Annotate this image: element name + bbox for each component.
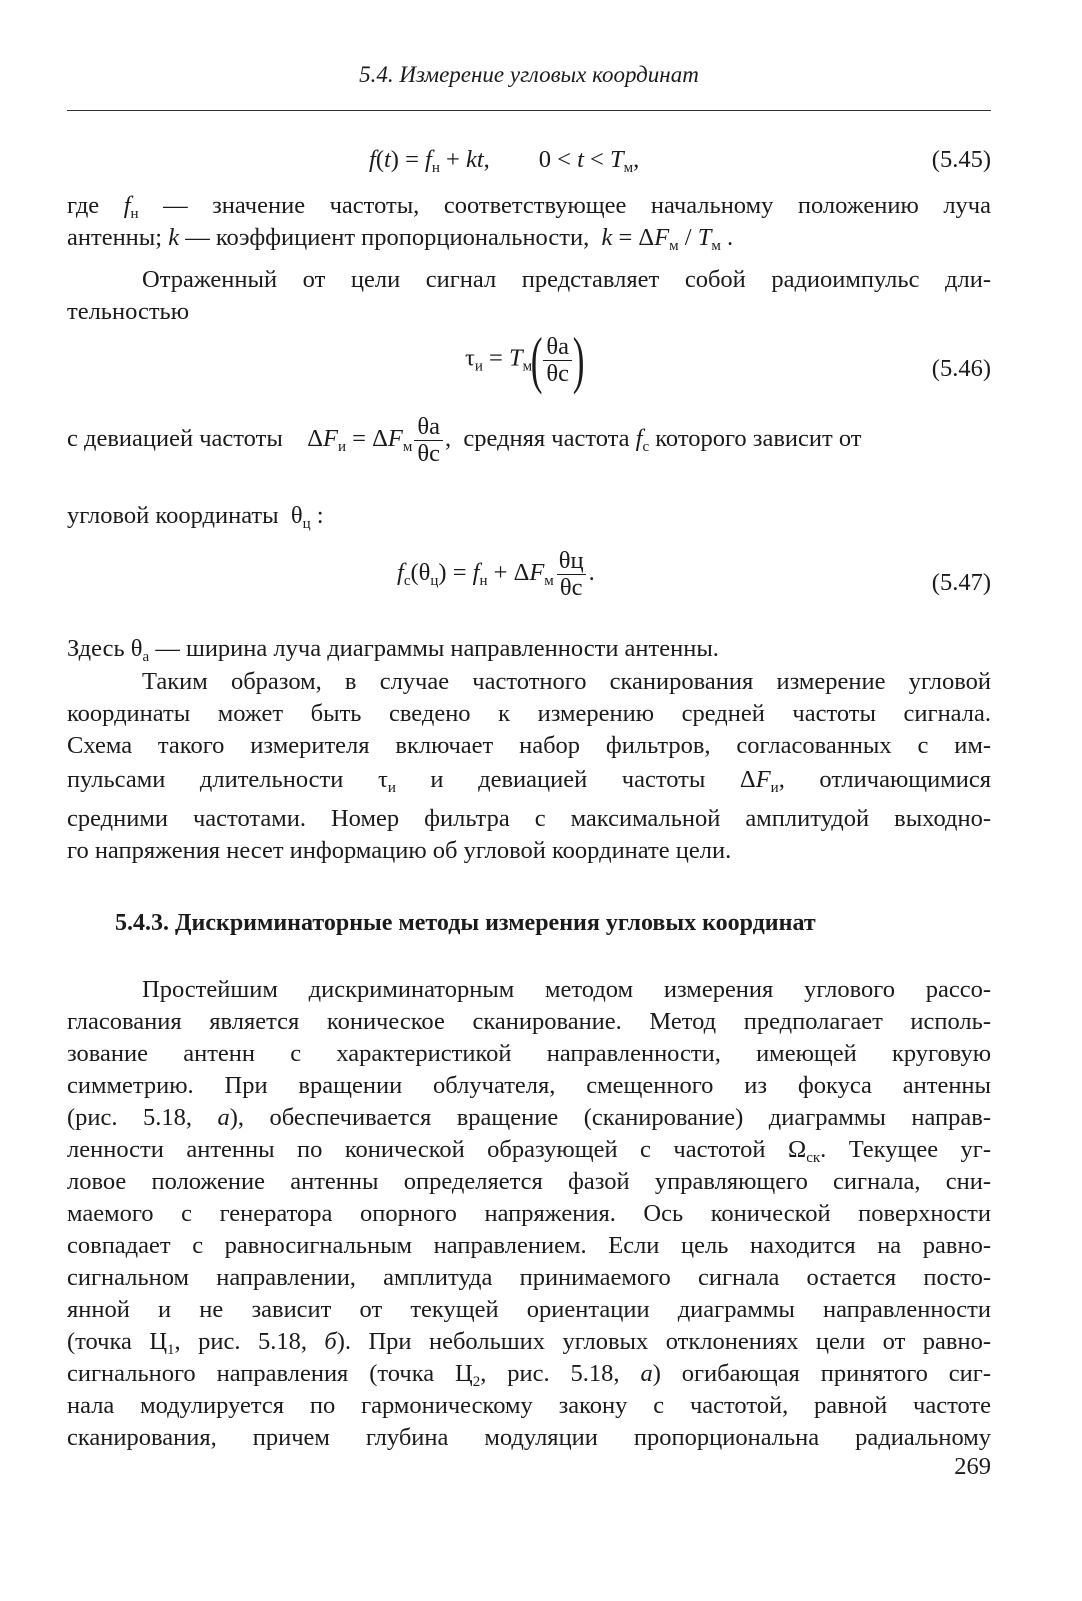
paragraph-line: зование антенн с характеристикой направленности, имеющей круговую xyxy=(67,1040,991,1067)
equation-5-47: $f_c(\theta_ц) = f_н + \Delta F_м$ $\frac{\theta ц}{\theta c}$ . xyxy=(397,547,595,601)
paragraph-line: совпадает с равносигнальным направлением. Если цель находится на равно- xyxy=(67,1232,991,1259)
paragraph-line: Здесь $\theta_a$ — ширина луча диаграммы направленности антенны. xyxy=(67,635,719,665)
paragraph-line: (точка $Ц_1$, рис. 5.18, б). При небольших угловых отклонениях цели от равно- xyxy=(67,1328,991,1358)
paragraph-line: угловой координаты $\theta_ц$ : xyxy=(67,502,324,532)
paragraph-line: сигнального направления (точка $Ц_2$, рис. 5.18, а) огибающая принятого сиг- xyxy=(67,1360,991,1390)
paragraph-line: янной и не зависит от текущей ориентации диаграммы направленности xyxy=(67,1296,991,1323)
paragraph-line: где $f_н$ — значение частоты, соответствующее начальному положению луча xyxy=(67,192,991,222)
book-page xyxy=(67,0,991,1601)
paragraph-line: средними частотами. Номер фильтра с максимальной амплитудой выходно- xyxy=(67,805,991,832)
paragraph-line: антенны; k — коэффициент пропорциональности, $k = \Delta F_м / T_м$ . xyxy=(67,224,734,254)
page-number: 269 xyxy=(954,1453,991,1480)
paragraph-line: координаты может быть сведено к измерению средней частоты сигнала. xyxy=(67,700,991,727)
paragraph-line: (рис. 5.18, а), обеспечивается вращение (сканирование) диаграммы направ- xyxy=(67,1104,991,1131)
paragraph-line: сигнальном направлении, амплитуда принимаемого сигнала остается посто- xyxy=(67,1264,991,1291)
header-rule xyxy=(67,110,991,111)
paragraph-line: Таким образом, в случае частотного сканирования измерение угловой xyxy=(142,668,991,695)
paragraph-line: ленности антенны по конической образующей с частотой $\Omega_{ск}$. Текущее уг- xyxy=(67,1136,991,1166)
paragraph-line: нала модулируется по гармоническому закону с частотой, равной частоте xyxy=(67,1392,991,1419)
equation-number-5-45: (5.45) xyxy=(931,146,991,173)
running-head: 5.4. Измерение угловых координат xyxy=(359,62,699,87)
paragraph-line: гласования является коническое сканирование. Метод предполагает исполь- xyxy=(67,1008,991,1035)
paragraph-line-inline-formula: с девиацией частоты $\Delta F_и = \Delta F_м$ $\frac{\theta a}{\theta c}$ , средняя частота $f_c$ которого зависит от xyxy=(67,413,862,467)
paragraph-line: ловое положение антенны определяется фазой управляющего сигнала, сни- xyxy=(67,1168,991,1195)
section-title: 5.4.3. Дискриминаторные методы измерения угловых координат xyxy=(115,910,816,936)
equation-5-45: $f(t) = f_н$ + kt, $0 < t < T_м$, xyxy=(369,146,640,176)
paragraph-line: сканирования, причем глубина модуляции пропорциональна радиальному xyxy=(67,1424,991,1451)
equation-number-5-46: (5.46) xyxy=(931,355,991,382)
paragraph-line: пульсами длительности $\tau_и$ и девиацией частоты $\Delta F_и$, отличающимися xyxy=(67,766,991,796)
paragraph-line: Схема такого измерителя включает набор фильтров, согласованных с им- xyxy=(67,732,991,759)
equation-number-5-47: (5.47) xyxy=(931,569,991,596)
equation-5-46: $\tau_и = T_м$( $\frac{\theta a}{\theta c}$ ) xyxy=(465,324,585,395)
paragraph-line: симметрию. При вращении облучателя, смещенного из фокуса антенны xyxy=(67,1072,991,1099)
paragraph-line: го напряжения несет информацию об угловой координате цели. xyxy=(67,837,732,864)
paragraph-line: Отраженный от цели сигнал представляет собой радиоимпульс дли- xyxy=(142,266,991,293)
paragraph-line: маемого с генератора опорного напряжения. Ось конической поверхности xyxy=(67,1200,991,1227)
paragraph-line: Простейшим дискриминаторным методом измерения углового рассо- xyxy=(142,976,991,1003)
paragraph-line: тельностью xyxy=(67,298,190,325)
